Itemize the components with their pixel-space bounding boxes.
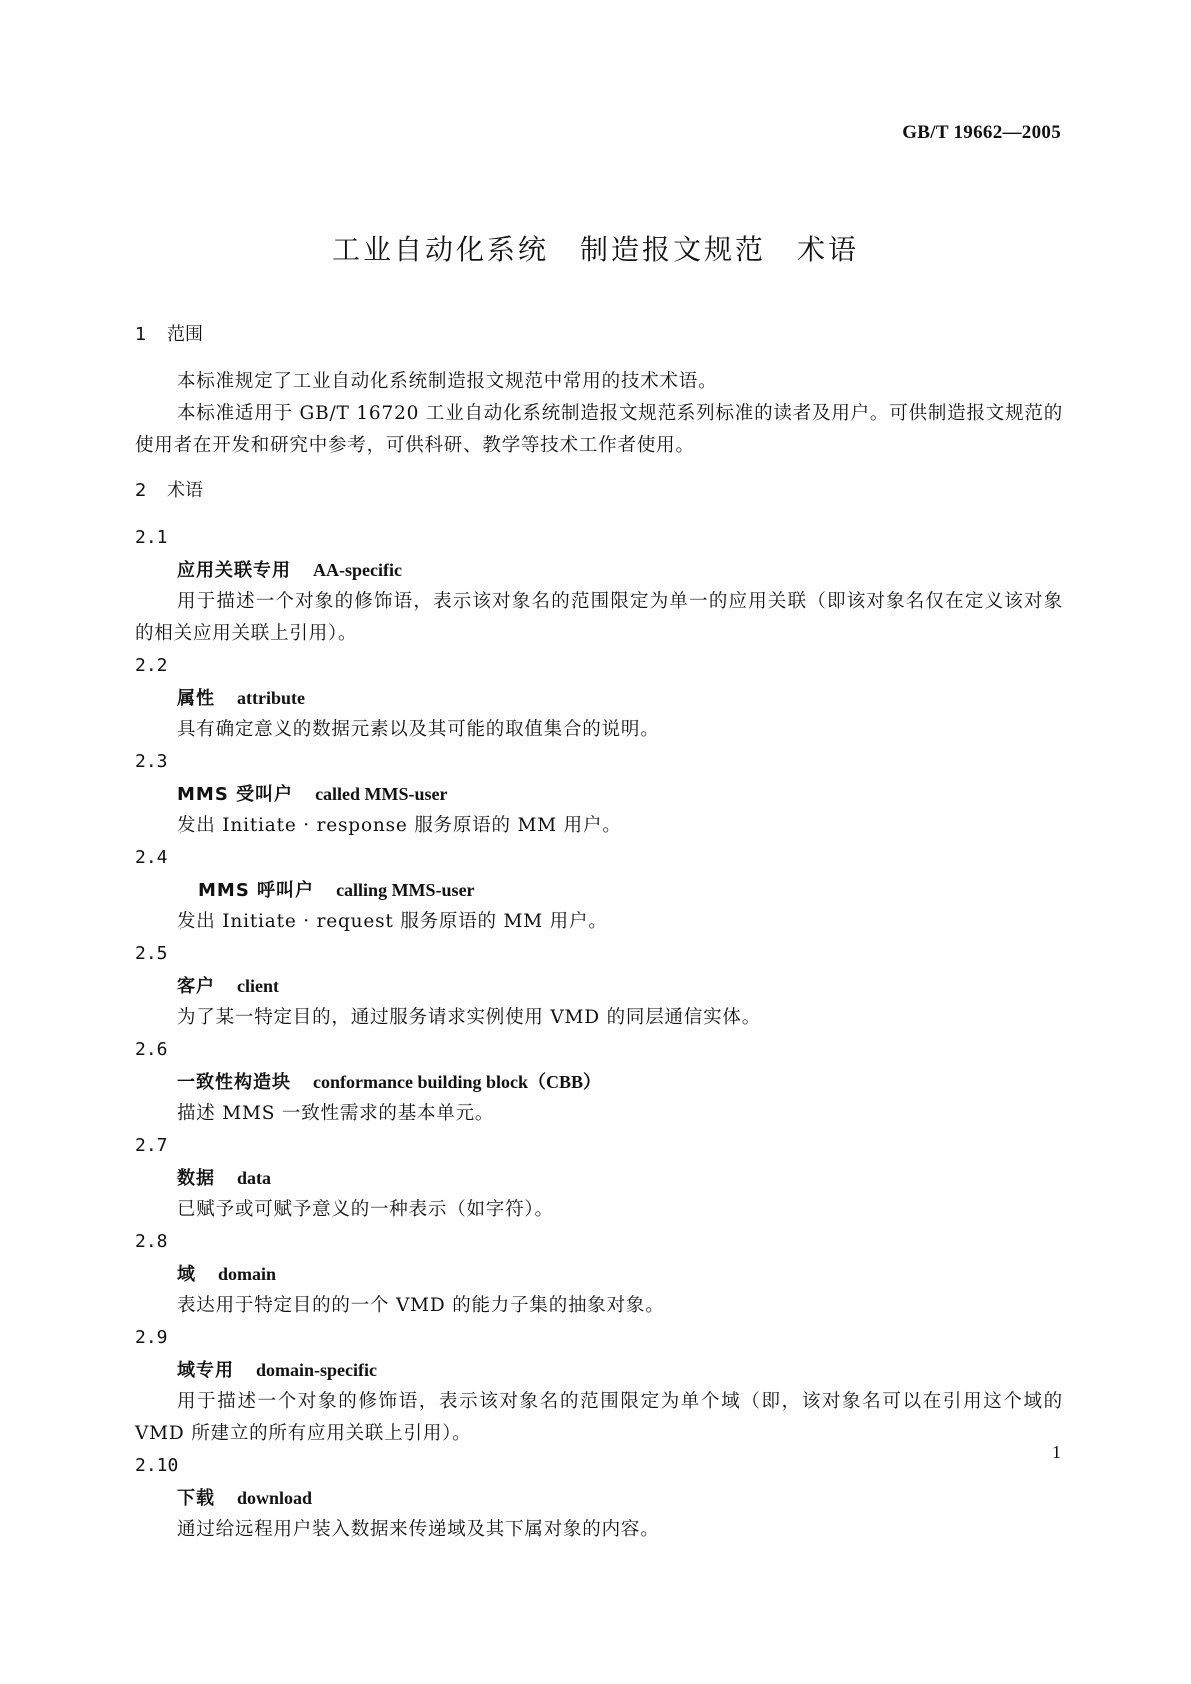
term-heading [135,554,1063,586]
term-definition: 已赋予或可赋予意义的一种表示（如字符）。 [177,1199,554,1220]
scope-paragraph: 本标准规定了工业自动化系统制造报文规范中常用的技术术语。 [177,371,718,392]
term-chinese: 应用关联专用 [177,560,291,581]
section-title: 术语 [167,480,203,501]
term-heading [135,1482,1063,1514]
term-number: 2.8 [135,1231,168,1252]
term-entry [135,1130,1063,1226]
term-entry [135,746,1063,842]
term-entry [135,1034,1063,1130]
section-title: 范围 [167,324,203,345]
term-chinese: 域专用 [177,1360,234,1381]
term-number: 2.2 [135,655,168,676]
page-number: 1 [1052,1442,1061,1462]
term-english: domain-specific [256,1360,377,1380]
term-heading [135,970,1063,1002]
term-definition: 发出 Initiate · request 服务原语的 MM 用户。 [177,911,608,932]
section-heading-terms [135,476,1063,506]
document-title: 工业自动化系统 制造报文规范 术语 [331,233,859,266]
term-english: client [237,976,279,996]
term-number: 2.3 [135,751,168,772]
term-english: domain [218,1264,277,1284]
term-definition: 具有确定意义的数据元素以及其可能的取值集合的说明。 [177,719,660,740]
term-number: 2.10 [135,1455,179,1476]
term-entry [135,1322,1063,1450]
term-definition: 通过给远程用户装入数据来传递域及其下属对象的内容。 [177,1519,660,1540]
term-chinese: MMS 受叫户 [177,784,294,805]
term-heading [135,1354,1063,1386]
term-heading [135,874,1063,906]
term-chinese: MMS 呼叫户 [198,880,315,901]
term-entry [135,1450,1063,1546]
term-entry [135,650,1063,746]
term-entry [135,522,1063,650]
term-number: 2.7 [135,1135,168,1156]
term-english: attribute [237,688,305,708]
scope-paragraph: 本标准适用于 GB/T 16720 工业自动化系统制造报文规范系列标准的读者及用户。可供制造报文规范的使用者在开发和研究中参考，可供科研、教学等技术工作者使用。 [135,403,1063,456]
term-definition: 用于描述一个对象的修饰语，表示该对象名的范围限定为单一的应用关联（即该对象名仅在定义该对象的相关应用关联上引用）。 [135,591,1063,644]
section-number: 1 [135,324,147,345]
term-definition: 描述 MMS 一致性需求的基本单元。 [177,1103,495,1124]
term-heading [135,1162,1063,1194]
document-body [135,320,1063,1546]
term-definition: 发出 Initiate · response 服务原语的 MM 用户。 [177,815,622,836]
term-chinese: 属性 [177,688,215,709]
term-english: AA-specific [313,560,402,580]
term-chinese: 一致性构造块 [177,1072,291,1093]
section-number: 2 [135,480,147,501]
standard-code: GB/T 19662—2005 [902,122,1061,143]
term-number: 2.4 [135,847,168,868]
term-heading [135,778,1063,810]
term-entry [135,1226,1063,1322]
term-definition: 用于描述一个对象的修饰语，表示该对象名的范围限定为单个域（即，该对象名可以在引用这个域的 VMD 所建立的所有应用关联上引用）。 [135,1391,1063,1444]
term-number: 2.5 [135,943,168,964]
term-chinese: 数据 [177,1168,215,1189]
term-heading [135,1066,1063,1098]
term-entry [135,938,1063,1034]
term-english: called MMS-user [315,784,448,804]
term-heading [135,1258,1063,1290]
term-definition: 表达用于特定目的的一个 VMD 的能力子集的抽象对象。 [177,1295,665,1316]
term-number: 2.9 [135,1327,168,1348]
term-chinese: 客户 [177,976,215,997]
term-number: 2.6 [135,1039,168,1060]
term-english: download [237,1488,313,1508]
term-chinese: 域 [177,1264,196,1285]
section-heading-scope [135,320,1063,350]
term-entry [135,842,1063,938]
term-english: conformance building block（CBB） [313,1072,602,1092]
term-english: data [237,1168,272,1188]
term-definition: 为了某一特定目的，通过服务请求实例使用 VMD 的同层通信实体。 [177,1007,761,1028]
term-chinese: 下载 [177,1488,215,1509]
term-english: calling MMS-user [336,880,475,900]
term-heading [135,682,1063,714]
term-number: 2.1 [135,527,168,548]
